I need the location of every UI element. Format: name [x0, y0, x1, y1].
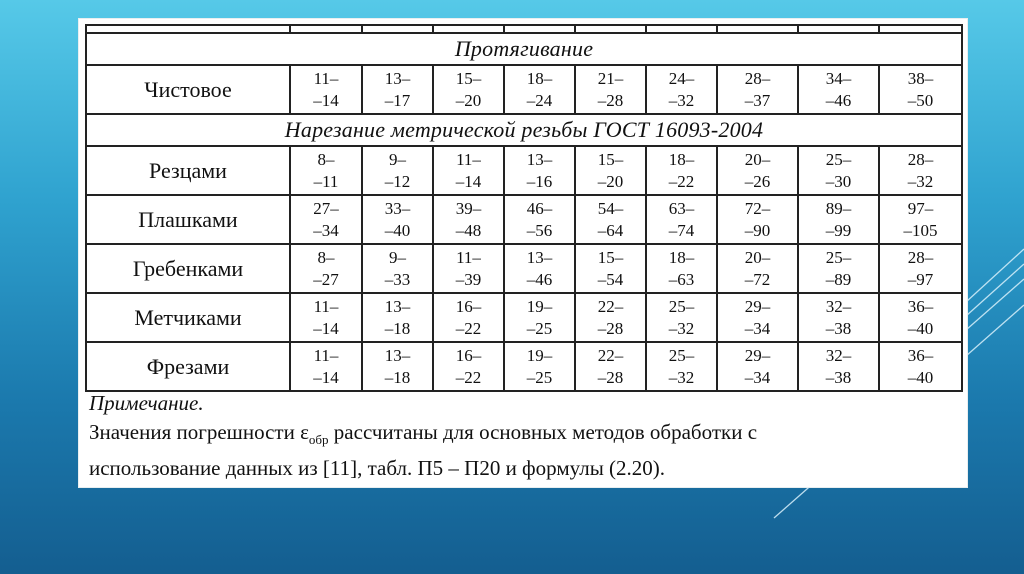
range-low: 25–: [825, 247, 852, 267]
range-low: 15–: [597, 149, 624, 169]
range-high: –20: [455, 90, 482, 110]
range-high: –25: [526, 318, 553, 338]
range-high: –56: [526, 220, 553, 240]
range-cell: [504, 146, 575, 195]
range-low: 89–: [825, 198, 852, 218]
range-low: 16–: [455, 296, 482, 316]
range-high: –99: [825, 220, 852, 240]
table-top-row: [86, 25, 962, 33]
range-high: –32: [907, 171, 934, 191]
range-cell: [362, 195, 433, 244]
table-row: [86, 244, 962, 293]
range-cell: [290, 293, 362, 342]
range-cell: [798, 342, 879, 391]
range-low: 27–: [313, 198, 339, 218]
range-low: 25–: [825, 149, 852, 169]
range-low: 13–: [526, 247, 553, 267]
note-epsilon-subscript: обр: [308, 432, 329, 448]
table-row: [86, 293, 962, 342]
range-low: 20–: [744, 247, 771, 267]
range-cell: [290, 65, 362, 114]
range-cell: [504, 293, 575, 342]
note-title: Примечание.: [89, 391, 204, 415]
range-high: –37: [744, 90, 771, 110]
row-label: Плашками: [86, 195, 290, 244]
range-low: 15–: [597, 247, 624, 267]
range-high: –38: [825, 318, 852, 338]
range-high: –14: [455, 171, 482, 191]
range-cell: [362, 342, 433, 391]
range-high: –33: [384, 269, 411, 289]
range-low: 28–: [744, 68, 771, 88]
range-high: –24: [526, 90, 553, 110]
range-low: 11–: [456, 247, 481, 267]
range-high: –34: [744, 318, 771, 338]
range-cell: [646, 65, 717, 114]
range-low: 13–: [384, 68, 411, 88]
range-cell: [798, 293, 879, 342]
range-high: –46: [825, 90, 852, 110]
range-high: –28: [597, 367, 624, 387]
range-high: –22: [455, 318, 482, 338]
range-high: –64: [597, 220, 624, 240]
range-cell: [575, 244, 646, 293]
note-line-2: использование данных из [11], табл. П5 – П20 и формулы (2.20).: [89, 456, 666, 481]
range-high: –32: [668, 90, 695, 110]
range-low: 15–: [455, 68, 482, 88]
range-cell: [575, 195, 646, 244]
range-low: 63–: [668, 198, 695, 218]
range-high: –22: [668, 171, 695, 191]
range-cell: [717, 244, 798, 293]
range-high: –12: [384, 171, 411, 191]
range-high: –90: [744, 220, 771, 240]
range-high: –40: [907, 367, 934, 387]
range-high: –46: [526, 269, 553, 289]
range-cell: [798, 65, 879, 114]
range-high: –20: [597, 171, 624, 191]
range-cell: [504, 244, 575, 293]
range-cell: [575, 65, 646, 114]
range-cell: [879, 342, 962, 391]
range-high: –34: [313, 220, 339, 240]
range-high: –74: [668, 220, 695, 240]
range-cell: [646, 342, 717, 391]
range-low: 18–: [668, 247, 695, 267]
range-low: 29–: [744, 296, 771, 316]
range-high: –25: [526, 367, 553, 387]
range-high: –14: [313, 90, 339, 110]
range-low: 9–: [389, 247, 406, 267]
range-high: –28: [597, 90, 624, 110]
range-cell: [504, 65, 575, 114]
range-low: 25–: [668, 296, 695, 316]
range-high: –38: [825, 367, 852, 387]
note-line-1-end: рассчитаны для основных методов обработки с: [328, 420, 758, 444]
range-low: 18–: [668, 149, 695, 169]
range-low: 13–: [526, 149, 553, 169]
range-high: –26: [744, 171, 771, 191]
range-cell: [362, 293, 433, 342]
range-cell: [798, 146, 879, 195]
range-high: –16: [526, 171, 553, 191]
range-cell: [433, 195, 504, 244]
table-row: [86, 146, 962, 195]
row-label: Метчиками: [86, 293, 290, 342]
range-low: 36–: [907, 296, 934, 316]
range-cell: [646, 195, 717, 244]
range-cell: [879, 293, 962, 342]
range-high: –72: [744, 269, 771, 289]
range-low: 11–: [313, 296, 339, 316]
range-low: 11–: [313, 345, 339, 365]
range-low: 8–: [317, 149, 335, 169]
range-cell: [575, 146, 646, 195]
range-low: 24–: [668, 68, 695, 88]
range-cell: [290, 146, 362, 195]
range-high: –97: [907, 269, 934, 289]
range-cell: [290, 342, 362, 391]
range-high: –18: [384, 318, 411, 338]
table-row: [86, 65, 962, 114]
range-cell: [575, 293, 646, 342]
range-low: 33–: [384, 198, 411, 218]
range-low: 39–: [455, 198, 482, 218]
table-body: [86, 25, 962, 391]
range-high: –22: [455, 367, 482, 387]
range-cell: [433, 342, 504, 391]
range-low: 9–: [389, 149, 406, 169]
range-low: 11–: [456, 149, 481, 169]
range-low: 29–: [744, 345, 771, 365]
row-label: Чистовое: [86, 65, 290, 114]
range-low: 8–: [317, 247, 335, 267]
range-low: 72–: [744, 198, 771, 218]
range-cell: [575, 342, 646, 391]
range-low: 46–: [526, 198, 553, 218]
table-row: [86, 342, 962, 391]
range-high: –27: [313, 269, 339, 289]
range-high: –11: [313, 171, 339, 191]
range-high: –34: [744, 367, 771, 387]
range-high: –105: [903, 220, 938, 240]
range-cell: [362, 146, 433, 195]
table-note: [89, 389, 957, 483]
section-title: Протягивание: [86, 33, 962, 65]
range-cell: [290, 195, 362, 244]
range-high: –28: [597, 318, 624, 338]
range-low: 32–: [825, 345, 852, 365]
range-cell: [362, 244, 433, 293]
range-cell: [879, 195, 962, 244]
range-high: –14: [313, 318, 339, 338]
range-high: –32: [668, 318, 695, 338]
table-sheet: [79, 19, 967, 487]
range-low: 32–: [825, 296, 852, 316]
range-low: 21–: [597, 68, 624, 88]
range-low: 13–: [384, 296, 411, 316]
range-low: 19–: [526, 345, 553, 365]
range-cell: [362, 65, 433, 114]
range-cell: [717, 293, 798, 342]
row-label: Фрезами: [86, 342, 290, 391]
range-cell: [717, 65, 798, 114]
note-line-1-start: Значения погрешности ε: [89, 420, 309, 444]
range-high: –39: [455, 269, 482, 289]
range-high: –63: [668, 269, 695, 289]
range-cell: [798, 244, 879, 293]
range-cell: [798, 195, 879, 244]
table-row: [86, 195, 962, 244]
range-low: 22–: [597, 296, 624, 316]
range-high: –18: [384, 367, 411, 387]
range-cell: [433, 65, 504, 114]
range-low: 22–: [597, 345, 624, 365]
range-low: 28–: [907, 149, 934, 169]
range-cell: [433, 293, 504, 342]
range-high: –40: [907, 318, 934, 338]
range-cell: [646, 146, 717, 195]
range-cell: [879, 146, 962, 195]
note-line-1: [89, 420, 758, 448]
section-header-row: [86, 33, 962, 65]
row-label: Гребенками: [86, 244, 290, 293]
range-low: 16–: [455, 345, 482, 365]
range-low: 20–: [744, 149, 771, 169]
range-cell: [433, 244, 504, 293]
range-cell: [879, 244, 962, 293]
range-high: –32: [668, 367, 695, 387]
range-cell: [504, 342, 575, 391]
range-low: 28–: [907, 247, 934, 267]
range-cell: [433, 146, 504, 195]
range-high: –54: [597, 269, 624, 289]
range-high: –48: [455, 220, 482, 240]
range-low: 25–: [668, 345, 695, 365]
section-title: Нарезание метрической резьбы ГОСТ 16093-2004: [86, 114, 962, 146]
range-low: 97–: [907, 198, 934, 218]
range-cell: [879, 65, 962, 114]
range-low: 19–: [526, 296, 553, 316]
range-low: 11–: [313, 68, 339, 88]
range-cell: [717, 146, 798, 195]
range-low: 13–: [384, 345, 411, 365]
range-low: 36–: [907, 345, 934, 365]
row-label: Резцами: [86, 146, 290, 195]
range-low: 54–: [597, 198, 624, 218]
range-cell: [290, 244, 362, 293]
section-header-row: [86, 114, 962, 146]
range-cell: [646, 244, 717, 293]
range-high: –17: [384, 90, 411, 110]
accuracy-table: [85, 24, 963, 392]
range-high: –89: [825, 269, 852, 289]
range-cell: [504, 195, 575, 244]
range-cell: [717, 342, 798, 391]
range-high: –40: [384, 220, 411, 240]
range-cell: [646, 293, 717, 342]
range-low: 18–: [526, 68, 553, 88]
range-high: –14: [313, 367, 339, 387]
range-cell: [717, 195, 798, 244]
range-low: 38–: [907, 68, 934, 88]
range-low: 34–: [825, 68, 852, 88]
range-high: –50: [907, 90, 934, 110]
range-high: –30: [825, 171, 852, 191]
